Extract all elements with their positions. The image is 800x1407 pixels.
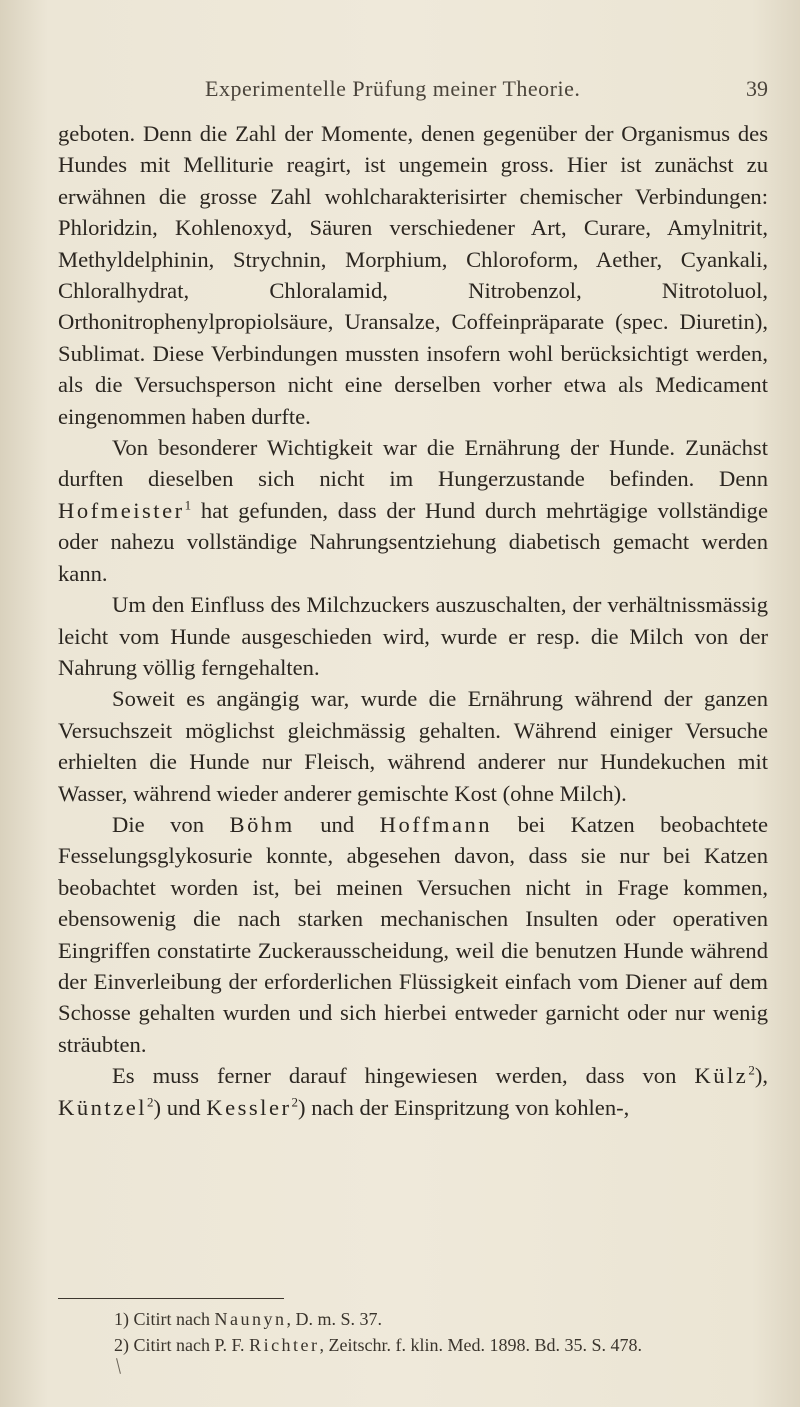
- text-run: , Zeitschr. f. klin. Med. 1898. Bd. 35. S. 478.: [319, 1335, 643, 1355]
- footnote-rule: [58, 1298, 284, 1299]
- text-run: 2) Citirt nach P. F.: [114, 1335, 250, 1355]
- paragraph: [58, 683, 768, 809]
- text-run: bei Katzen beobachtete Fesselungsglykosurie konnte, abgesehen davon, dass sie nur bei Katzen beobachtet worden ist, bei meinen Versuchen nicht in Frage kommen, ebensowenig die nach starken mechanischen Insulten oder operativen Eingriffen constatirte Zuckerausscheidung, weil die benutzen Hunde während der Einverleibung der erforderlichen Flüssigkeit einfach vom Diener auf dem Schosse gehalten wurden und sich hierbei entweder garnicht oder nur wenig sträubten.: [58, 811, 769, 1057]
- stray-mark: [116, 1358, 121, 1374]
- paragraph: [58, 1060, 768, 1123]
- page-number: 39: [746, 76, 768, 101]
- footnote-marker: 2: [748, 1062, 755, 1078]
- author-name: Hoffmann: [379, 811, 493, 837]
- author-name: Kessler: [206, 1094, 292, 1120]
- text-run: Die von: [112, 811, 230, 837]
- text-run: ) und: [153, 1094, 207, 1120]
- running-title: Experimentelle Prüfung meiner Theorie.: [205, 76, 581, 101]
- footnote-marker: 1: [184, 497, 192, 513]
- author-name: Naunyn: [214, 1309, 287, 1329]
- author-name: Böhm: [229, 811, 295, 837]
- author-name: Richter: [249, 1335, 320, 1355]
- running-header: [0, 76, 800, 106]
- text-run: Um den Einfluss des Milchzuckers auszuschalten, der verhältnissmässig leicht vom Hunde ausgeschieden wird, wurde er resp. die Milch von der Nahrung völlig ferngehalten.: [58, 592, 768, 680]
- footnote: [114, 1306, 774, 1332]
- text-run: Es muss ferner darauf hingewiesen werden, dass von: [112, 1063, 695, 1089]
- paragraph: [58, 118, 768, 432]
- author-name: Küntzel: [58, 1094, 148, 1120]
- paragraph: [58, 809, 768, 1060]
- text-run: ),: [754, 1063, 768, 1089]
- text-run: Von besonderer Wichtigkeit war die Ernährung der Hunde. Zunächst durften dieselben sich nicht im Hungerzustande befinden. Denn: [58, 435, 768, 492]
- text-run: , D. m. S. 37.: [286, 1309, 382, 1329]
- text-run: Soweit es angängig war, wurde die Ernährung während der ganzen Versuchszeit möglichst gleichmässig gehalten. Während einiger Versuche erhielten die Hunde nur Fleisch, während anderer nur Hundekuchen mit Wasser, während wieder anderer gemischte Kost (ohne Milch).: [58, 686, 768, 806]
- footnotes: [114, 1306, 774, 1358]
- text-run: und: [294, 811, 380, 837]
- paragraph: [58, 589, 768, 683]
- text-run: hat gefunden, dass der Hund durch mehrtägige vollständige oder nahezu vollständige Nahrungsentziehung diabetisch gemacht werden kann.: [58, 497, 768, 586]
- footnote: [114, 1332, 774, 1358]
- author-name: Hofmeister: [58, 497, 185, 523]
- paragraph: [58, 432, 768, 589]
- text-run: geboten. Denn die Zahl der Momente, denen gegenüber der Organismus des Hundes mit Melliturie reagirt, ist ungemein gross. Hier ist zunächst zu erwähnen die grosse Zahl wohlcharakterisirter chemischer Verbindungen: Phloridzin, Kohlenoxyd, Säuren verschiedener Art, Curare, Amylnitrit, Methyldelphinin, Strychnin, Morphium, Chloroform, Aether, Cyankali, Chloralhydrat, Chloralamid, Nitrobenzol, Nitrotoluol, Orthonitrophenylpropiolsäure, Uransalze, Coffeinpräparate (spec. Diuretin), Sublimat. Diese Verbindungen mussten insofern wohl berücksichtigt werden, als die Versuchsperson nicht eine derselben vorher etwa als Medicament eingenommen haben durfte.: [58, 121, 768, 429]
- text-run: ) nach der Einspritzung von kohlen-,: [298, 1094, 630, 1120]
- body-text: [58, 118, 768, 1123]
- footnote-marker: 2: [147, 1094, 154, 1110]
- author-name: Külz: [694, 1063, 749, 1089]
- footnote-marker: 2: [291, 1094, 299, 1110]
- text-run: 1) Citirt nach: [114, 1309, 215, 1329]
